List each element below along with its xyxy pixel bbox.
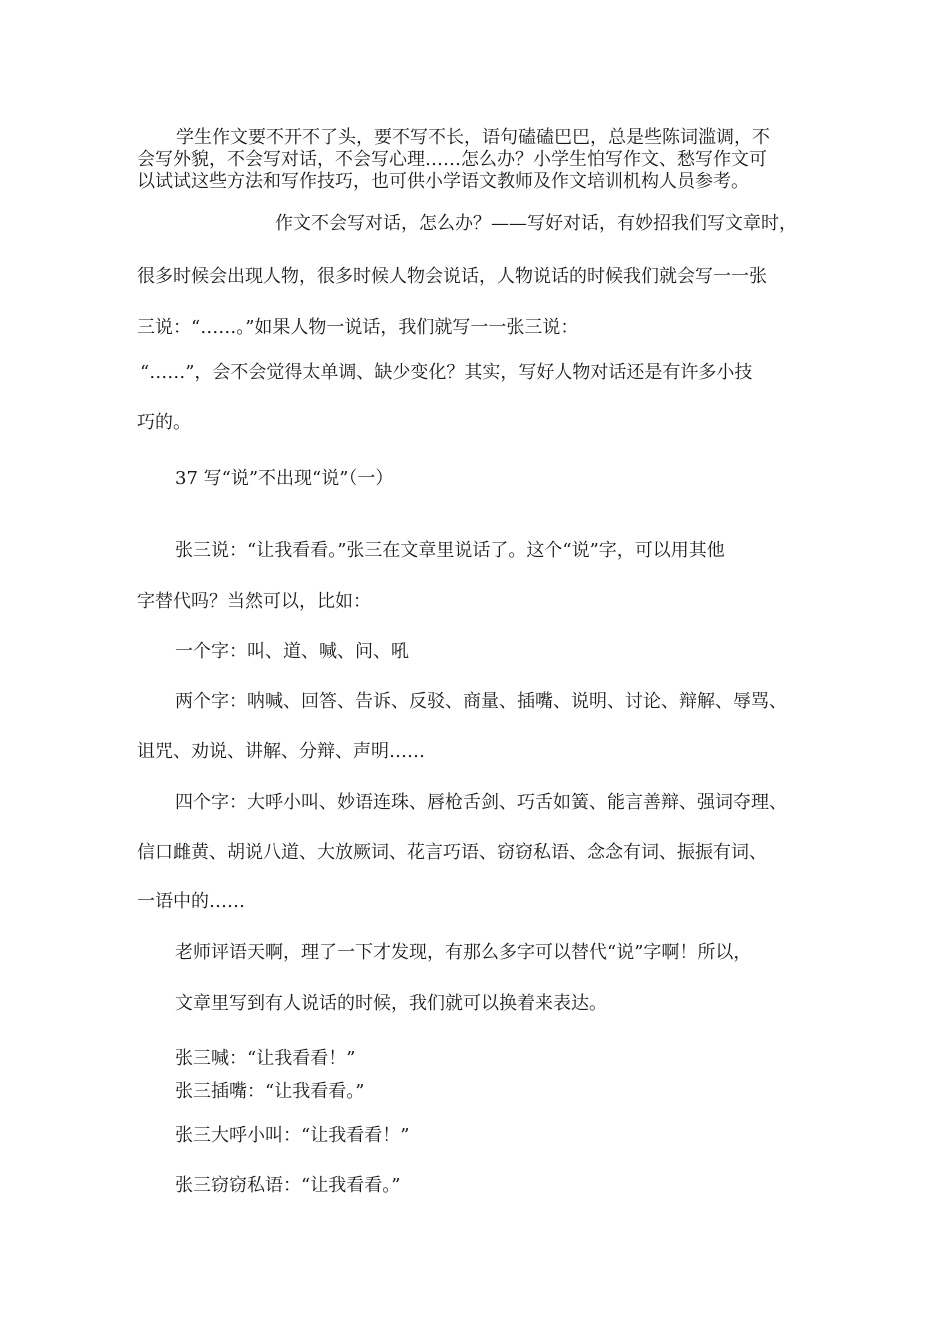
body-p1-line-1: 张三说：“让我看看。”张三在文章里说话了。这个“说”字，可以用其他 [175,540,725,561]
two-char-line-2: 诅咒、劝说、讲解、分辩、声明…… [137,741,425,762]
topic-line-1: 作文不会写对话，怎么办？——写好对话，有妙招我们写文章时， [275,213,797,234]
example-line-2: 张三插嘴：“让我看看。” [175,1081,365,1102]
example-line-1: 张三喊：“让我看看！” [175,1048,356,1069]
two-char-line-1: 两个字：呐喊、回答、告诉、反驳、商量、插嘴、说明、讨论、辩解、辱骂、 [175,691,787,712]
teacher-line-2: 文章里写到有人说话的时候，我们就可以换着来表达。 [175,993,607,1014]
four-char-line-2: 信口雌黄、胡说八道、大放厥词、花言巧语、窃窃私语、念念有词、振振有词、 [137,842,767,863]
intro-line-1: 学生作文要不开不了头，要不写不长，语句磕磕巴巴，总是些陈词滥调，不 [176,127,770,148]
topic-line-4: “……”，会不会觉得太单调、缺少变化？其实，写好人物对话还是有许多小技 [140,362,753,383]
topic-line-5: 巧的。 [137,412,191,433]
example-line-3: 张三大呼小叫：“让我看看！” [175,1125,410,1146]
one-char-line: 一个字：叫、道、喊、问、吼 [175,641,409,662]
topic-line-3: 三说：“……。”如果人物一说话，我们就写一一张三说： [137,317,579,338]
topic-line-2: 很多时候会出现人物，很多时候人物会说话，人物说话的时候我们就会写一一张 [137,266,767,287]
intro-line-2: 会写外貌，不会写对话，不会写心理……怎么办？小学生怕写作文、愁写作文可 [137,149,767,170]
teacher-line-1: 老师评语天啊，理了一下才发现，有那么多字可以替代“说”字啊！所以， [175,942,752,963]
four-char-line-3: 一语中的…… [137,891,245,912]
example-line-4: 张三窃窃私语：“让我看看。” [175,1175,401,1196]
body-p1-line-2: 字替代吗？当然可以，比如： [137,591,371,612]
four-char-line-1: 四个字：大呼小叫、妙语连珠、唇枪舌剑、巧舌如簧、能言善辩、强词夺理、 [175,792,787,813]
section-heading: 37 写“说”不出现“说”（一） [175,468,394,489]
intro-line-3: 以试试这些方法和写作技巧，也可供小学语文教师及作文培训机构人员参考。 [137,171,749,192]
